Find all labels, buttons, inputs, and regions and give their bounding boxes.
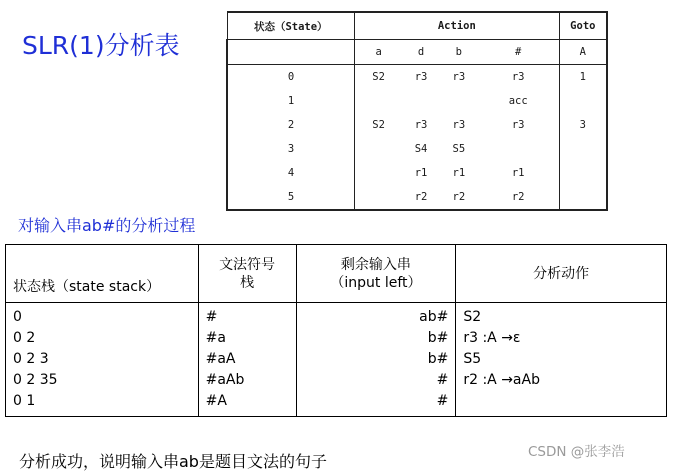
slr-row: 5 r2 r2 r2 <box>227 185 607 210</box>
list-item: 0 <box>13 309 22 325</box>
list-item: b# <box>427 351 449 367</box>
list-item: 0 2 3 <box>13 351 49 367</box>
watermark: CSDN @张李浩 <box>528 444 625 460</box>
list-item <box>463 391 659 412</box>
action-header: Action <box>355 12 560 40</box>
page-title: SLR(1)分析表 <box>22 31 180 60</box>
list-item: # <box>436 393 449 409</box>
action-col-d: d <box>402 40 440 65</box>
analysis-header-row <box>6 245 667 303</box>
input-left-header: 剩余输入串 （input left） <box>296 245 456 303</box>
slr-row: 0 S2 r3 r3 r3 1 <box>227 65 607 90</box>
slr-row: 3 S4 S5 <box>227 137 607 161</box>
slr-row: 4 r1 r1 r1 <box>227 161 607 185</box>
symbol-stack-header: 文法符号 栈 <box>198 245 296 303</box>
slr-row: 1 acc <box>227 89 607 113</box>
input-left-column <box>296 303 456 417</box>
state-stack-column <box>6 303 199 417</box>
list-item: #A <box>205 393 227 409</box>
state-stack-header: 状态栈（state stack） <box>6 245 199 303</box>
action-column <box>456 303 667 417</box>
slr-parse-table <box>226 11 608 211</box>
list-item: 0 2 35 <box>13 372 58 388</box>
list-item: r3 :A →ε <box>463 330 521 346</box>
action-header: 分析动作 <box>456 245 667 303</box>
list-item: 0 1 <box>13 393 36 409</box>
list-item: ab# <box>419 309 449 325</box>
list-item: S5 <box>463 351 482 367</box>
goto-header: Goto <box>559 12 607 40</box>
list-item: r2 :A →aAb <box>463 372 540 388</box>
list-item: S2 <box>463 309 482 325</box>
analysis-subtitle: 对输入串ab#的分析过程 <box>18 216 196 235</box>
action-col-hash: # <box>478 40 559 65</box>
symbol-stack-column <box>198 303 296 417</box>
list-item: b# <box>427 330 449 346</box>
list-item: #aAb <box>205 372 245 388</box>
goto-col-A: A <box>559 40 607 65</box>
action-col-a: a <box>355 40 403 65</box>
slr-row: 2 S2 r3 r3 r3 3 <box>227 113 607 137</box>
conclusion-text: 分析成功，说明输入串ab是题目文法的句子 <box>19 452 327 471</box>
analysis-table <box>5 244 667 417</box>
list-item: # <box>436 372 449 388</box>
state-header: 状态（State） <box>227 12 355 40</box>
list-item: 0 2 <box>13 330 36 346</box>
list-item: # <box>205 309 218 325</box>
action-col-b: b <box>440 40 478 65</box>
list-item: #aA <box>205 351 236 367</box>
analysis-body-row <box>6 303 667 417</box>
list-item: #a <box>205 330 226 346</box>
